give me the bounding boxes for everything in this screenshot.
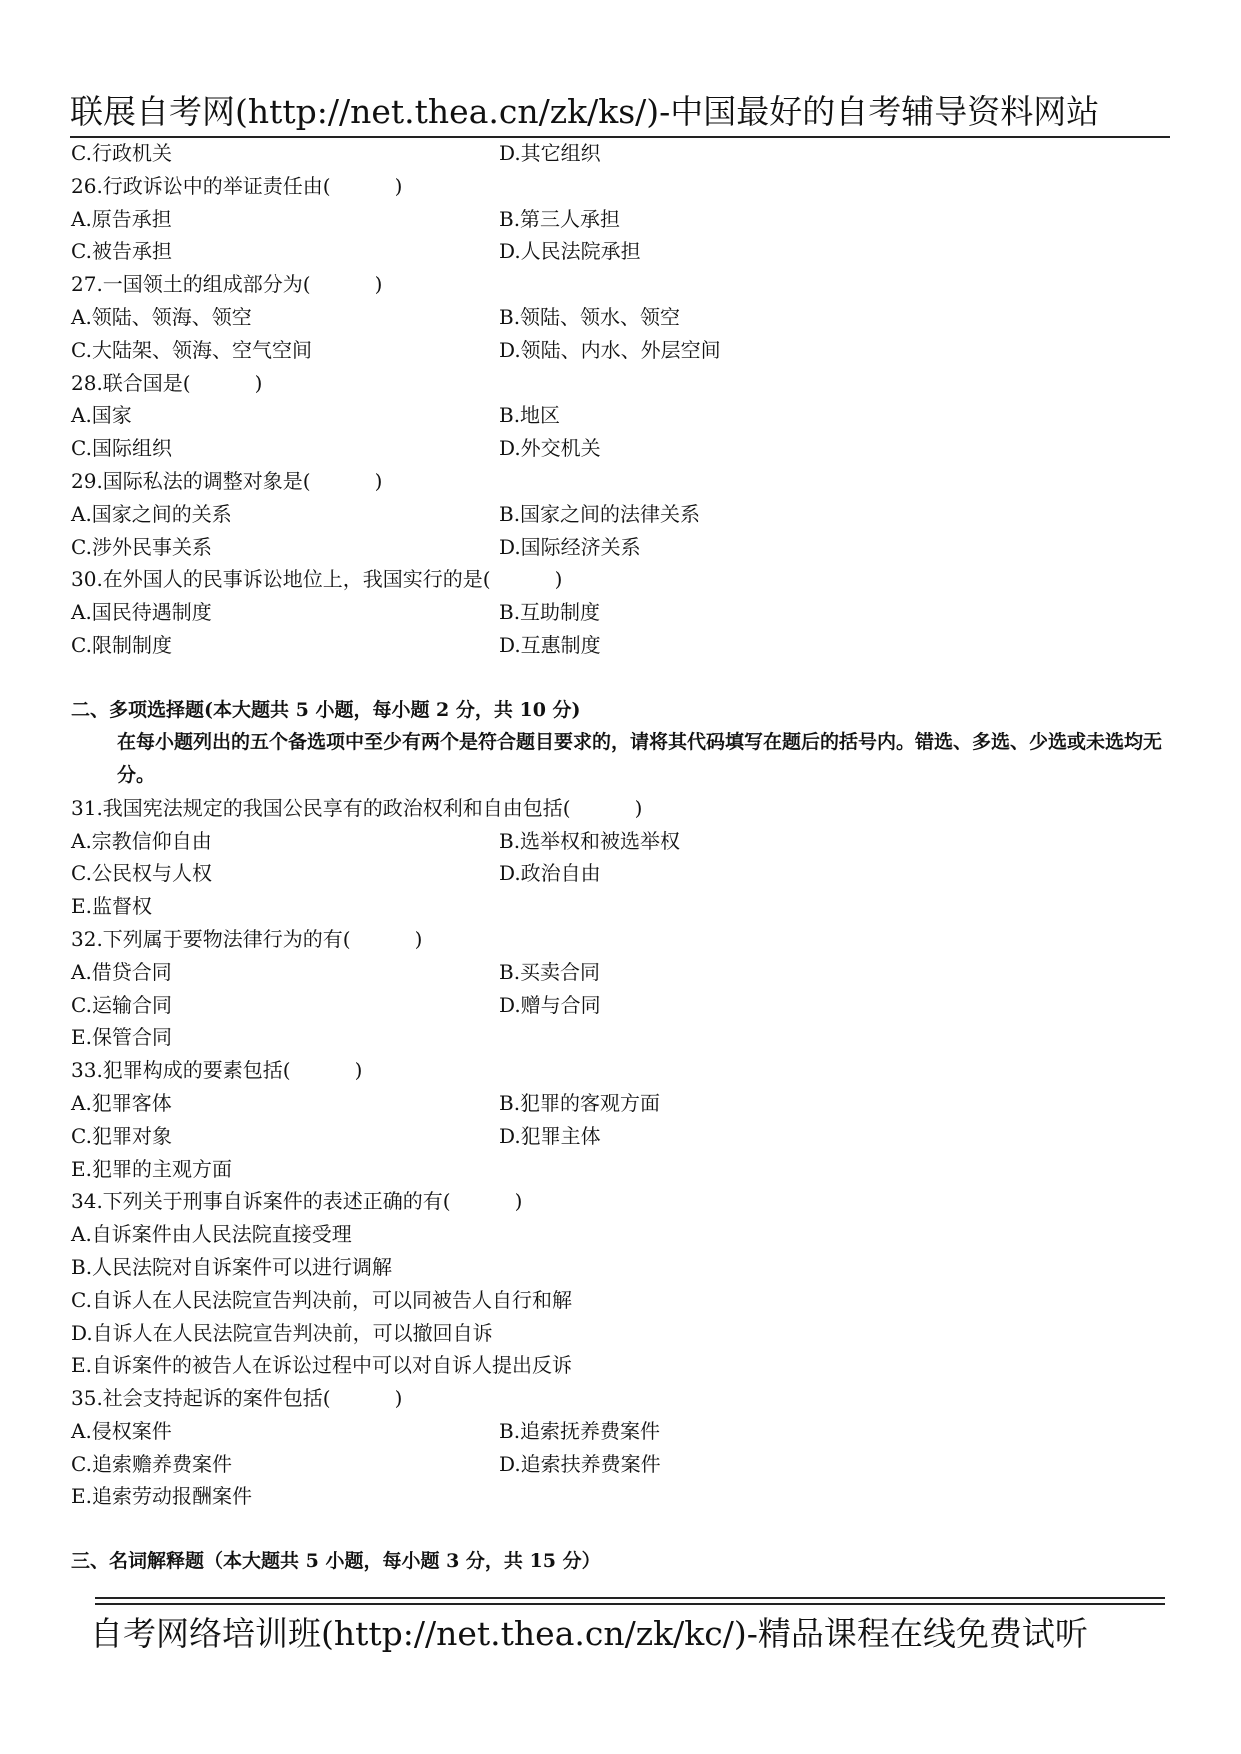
question-stem <box>71 268 1181 301</box>
question-text: 32.下列属于要物法律行为的有( <box>71 926 351 951</box>
question-text: 31.我国宪法规定的我国公民享有的政治权利和自由包括( <box>71 795 571 820</box>
option-right: B.追索抚养费案件 <box>499 1418 661 1443</box>
option-right: B.互助制度 <box>499 600 601 625</box>
option-row <box>71 1120 1181 1153</box>
footer-double-rule <box>95 1597 1165 1605</box>
question-stem <box>71 563 1181 596</box>
question-paren-close: ) <box>254 370 263 395</box>
option-line: E.犯罪的主观方面 <box>71 1156 232 1181</box>
option-left: C.行政机关 <box>71 141 172 165</box>
option-left: C.大陆架、领海、空气空间 <box>71 337 312 362</box>
question-text: 29.国际私法的调整对象是( <box>71 468 311 493</box>
option-left: C.限制制度 <box>71 632 172 657</box>
option-line: B.人民法院对自诉案件可以进行调解 <box>71 1254 393 1279</box>
question-stem <box>71 1185 1181 1218</box>
option-row <box>71 857 1181 890</box>
option-left: A.侵权案件 <box>71 1418 172 1443</box>
option-left: A.国家之间的关系 <box>71 501 232 526</box>
option-left: C.公民权与人权 <box>71 861 212 886</box>
option-row <box>71 596 1181 629</box>
option-row <box>71 956 1181 989</box>
option-left: C.被告承担 <box>71 239 172 264</box>
question-stem <box>71 923 1181 956</box>
option-row <box>71 399 1181 432</box>
question-paren-close: ) <box>374 468 383 493</box>
spacer <box>71 1513 1181 1545</box>
option-row <box>71 1087 1181 1120</box>
question-stem <box>71 170 1181 203</box>
question-stem <box>71 792 1181 825</box>
question-stem <box>71 465 1181 498</box>
option-right: B.选举权和被选举权 <box>499 828 681 853</box>
option-right: D.领陆、内水、外层空间 <box>499 337 721 362</box>
option-row <box>71 825 1181 858</box>
option-line: E.追索劳动报酬案件 <box>71 1484 252 1509</box>
option-right: B.犯罪的客观方面 <box>499 1090 661 1115</box>
option-left: A.领陆、领海、领空 <box>71 304 252 329</box>
option-line: E.监督权 <box>71 894 152 919</box>
header-title: 联展自考网(http://net.thea.cn/zk/ks/)-中国最好的自考辅导资料网站 <box>70 92 1100 131</box>
option-line: D.自诉人在人民法院宣告判决前，可以撤回自诉 <box>71 1320 493 1345</box>
option-left: A.宗教信仰自由 <box>71 828 212 853</box>
option-left: A.借贷合同 <box>71 959 172 984</box>
section-heading: 二、多项选择题(本大题共 5 小题，每小题 2 分，共 10 分) <box>71 698 581 721</box>
option-left: C.追索赡养费案件 <box>71 1451 232 1476</box>
option-right: B.地区 <box>499 403 561 428</box>
page-header <box>70 88 1170 138</box>
option-left: A.犯罪客体 <box>71 1090 172 1115</box>
question-paren-close: ) <box>374 272 383 297</box>
question-text: 35.社会支持起诉的案件包括( <box>71 1386 331 1411</box>
option-right: B.第三人承担 <box>499 206 621 231</box>
footer-text: 自考网络培训班(http://net.thea.cn/zk/kc/)-精品课程在线免费试听 <box>90 1614 1088 1653</box>
question-paren-close: ) <box>554 567 563 592</box>
question-text: 26.行政诉讼中的举证责任由( <box>71 173 331 198</box>
question-text: 30.在外国人的民事诉讼地位上，我国实行的是( <box>71 567 491 592</box>
question-paren-close: ) <box>354 1058 363 1083</box>
option-left: A.国家 <box>71 403 132 428</box>
option-row <box>71 1448 1181 1481</box>
option-right: D.外交机关 <box>499 436 601 461</box>
option-left: A.原告承担 <box>71 206 172 231</box>
option-right: D.政治自由 <box>499 861 601 886</box>
question-stem <box>71 1382 1181 1415</box>
option-right: D.人民法院承担 <box>499 239 641 264</box>
question-text: 33.犯罪构成的要素包括( <box>71 1058 291 1083</box>
option-line: E.自诉案件的被告人在诉讼过程中可以对自诉人提出反诉 <box>71 1353 572 1378</box>
option-right: B.国家之间的法律关系 <box>499 501 701 526</box>
option-left: C.国际组织 <box>71 436 172 461</box>
question-paren-close: ) <box>394 1386 403 1411</box>
option-right: D.犯罪主体 <box>499 1123 601 1148</box>
option-row <box>71 989 1181 1022</box>
option-row <box>71 137 1181 170</box>
option-left: C.涉外民事关系 <box>71 534 212 559</box>
option-line: E.保管合同 <box>71 1025 172 1050</box>
option-row <box>71 203 1181 236</box>
option-row <box>71 531 1181 564</box>
section-heading: 三、名词解释题（本大题共 5 小题，每小题 3 分，共 15 分） <box>71 1550 601 1573</box>
question-paren-close: ) <box>394 173 403 198</box>
spacer <box>71 662 1181 694</box>
option-right: D.互惠制度 <box>499 632 601 657</box>
question-text: 27.一国领土的组成部分为( <box>71 272 311 297</box>
option-right: D.国际经济关系 <box>499 534 641 559</box>
question-stem <box>71 367 1181 400</box>
option-right: D.其它组织 <box>499 141 601 165</box>
option-line: A.自诉案件由人民法院直接受理 <box>71 1222 352 1247</box>
option-left: C.运输合同 <box>71 992 172 1017</box>
option-row <box>71 498 1181 531</box>
option-right: B.领陆、领水、领空 <box>499 304 681 329</box>
option-left: C.犯罪对象 <box>71 1123 172 1148</box>
option-row <box>71 301 1181 334</box>
question-stem <box>71 1054 1181 1087</box>
option-row <box>71 1415 1181 1448</box>
question-paren-close: ) <box>514 1189 523 1214</box>
question-paren-close: ) <box>414 926 423 951</box>
question-paren-close: ) <box>634 795 643 820</box>
question-text: 34.下列关于刑事自诉案件的表述正确的有( <box>71 1189 451 1214</box>
option-right: B.买卖合同 <box>499 959 601 984</box>
option-row <box>71 629 1181 662</box>
option-left: A.国民待遇制度 <box>71 600 212 625</box>
option-row <box>71 235 1181 268</box>
option-right: D.追索扶养费案件 <box>499 1451 661 1476</box>
exam-content <box>71 137 1181 1577</box>
question-text: 28.联合国是( <box>71 370 191 395</box>
option-row <box>71 432 1181 465</box>
option-right: D.赠与合同 <box>499 992 601 1017</box>
section-instructions: 在每小题列出的五个备选项中至少有两个是符合题目要求的，请将其代码填写在题后的括号内。错选、多选、少选或未选均无分。 <box>117 730 1163 786</box>
option-line: C.自诉人在人民法院宣告判决前，可以同被告人自行和解 <box>71 1287 572 1312</box>
option-row <box>71 334 1181 367</box>
